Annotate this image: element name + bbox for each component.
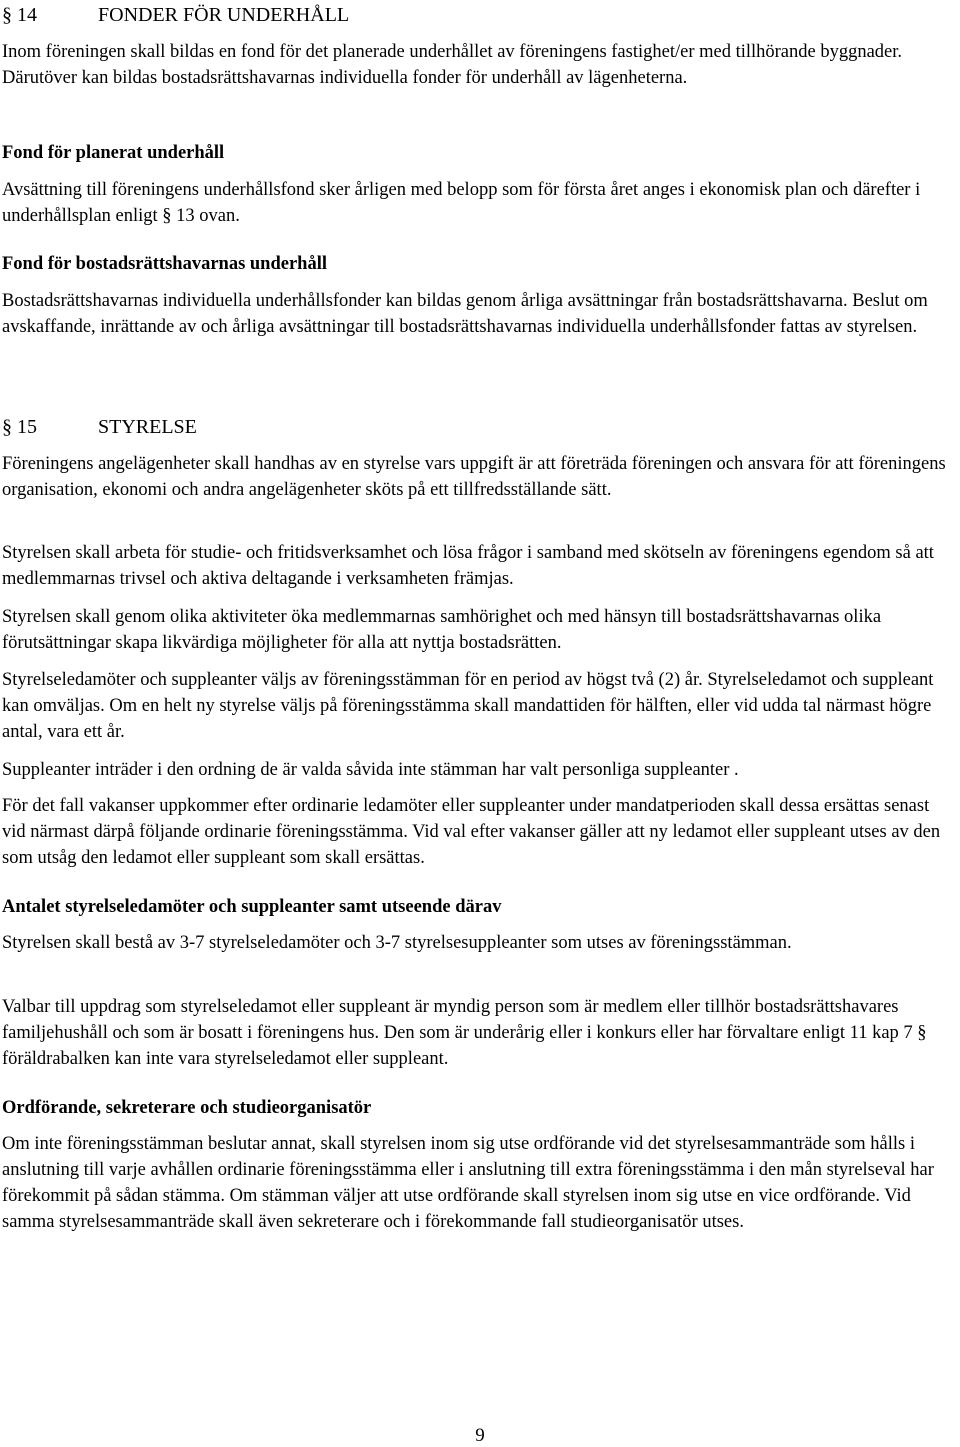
section-number: § 14: [2, 4, 37, 26]
subheading-chairman: Ordförande, sekreterare och studieorganisatör: [2, 1098, 372, 1118]
page-number: 9: [475, 1425, 485, 1446]
section-14-heading: [2, 2, 956, 28]
board-paragraph-2: Styrelsen skall arbeta för studie- och fritidsverksamhet och lösa frågor i samband med skötseln av föreningens egendom så att medlemmarnas trivsel och aktiva deltagande i verksamheten främjas.: [2, 543, 934, 589]
board-paragraph-9: Om inte föreningsstämman beslutar annat, skall styrelsen inom sig utse ordförande vid det styrelsesammanträde som hålls i anslutning till varje avhållen ordinarie föreningsstämma eller i anslutning till extra föreningsstämma i den mån styrelseval har förekommit på sådan stämma. Om stämman väljer att utse ordförande skall styrelsen inom sig utse en vice ordförande. Vid samma styrelsesammanträde skall även sekreterare och i förekommande fall studieorganisatör utses.: [2, 1134, 934, 1232]
section-15-heading: [2, 414, 956, 440]
board-paragraph-8: Valbar till uppdrag som styrelseledamot eller suppleant är myndig person som är medlem eller tillhör bostadsrättshavares familjehushåll och som är bosatt i föreningens hus. Den som är underårig eller i konkurs eller har förvaltare enligt 11 kap 7 § föräldrabalken kan inte vara styrelseledamot eller suppleant.: [2, 997, 927, 1069]
subheading-tenant-maintenance: Fond för bostadsrättshavarnas underhåll: [2, 254, 328, 274]
board-paragraph-7: Styrelsen skall bestå av 3-7 styrelseledamöter och 3-7 styrelsesuppleanter som utses av föreningsstämman.: [2, 933, 792, 953]
subheading-planned-maintenance: Fond för planerat underhåll: [2, 143, 225, 163]
section-title: STYRELSE: [98, 416, 197, 438]
tenant-maintenance-text: Bostadsrättshavarnas individuella underhållsfonder kan bildas genom årliga avsättningar från bostadsrättshavarna. Beslut om avskaffande, inrättande av och årliga avsättningar till bostadsrättshavarnas individuella underhållsfonder fattas av styrelsen.: [2, 291, 928, 337]
section-14-intro: Inom föreningen skall bildas en fond för det planerade underhållet av föreningens fastighet/er med tillhörande byggnader. Därutöver kan bildas bostadsrättshavarnas individuella fonder för underhåll av lägenheterna.: [2, 42, 903, 88]
board-paragraph-6: För det fall vakanser uppkommer efter ordinarie ledamöter eller suppleanter under mandatperioden skall dessa ersättas senast vid närmast därpå följande ordinarie föreningsstämma. Vid val efter vakanser gäller att ny ledamot eller suppleant utses av den som utsåg den ledamot eller suppleant som skall ersättas.: [2, 796, 941, 868]
planned-maintenance-text: Avsättning till föreningens underhållsfond sker årligen med belopp som för första året anges i ekonomisk plan och därefter i underhållsplan enligt § 13 ovan.: [2, 180, 921, 226]
section-number: § 15: [2, 416, 37, 438]
subheading-board-members: Antalet styrelseledamöter och suppleanter samt utseende därav: [2, 897, 502, 917]
board-paragraph-5: Suppleanter inträder i den ordning de är valda såvida inte stämman har valt personliga suppleanter .: [2, 760, 739, 780]
section-title: FONDER FÖR UNDERHÅLL: [98, 4, 350, 26]
board-paragraph-3: Styrelsen skall genom olika aktiviteter öka medlemmarnas samhörighet och med hänsyn till bostadsrättshavarnas olika förutsättningar skapa likvärdiga möjligheter för alla att nyttja bostadsrätten.: [2, 607, 882, 653]
board-paragraph-4: Styrelseledamöter och suppleanter väljs av föreningsstämman för en period av högst två (2) år. Styrelseledamot och suppleant kan omväljas. Om en helt ny styrelse väljs på föreningsstämma skall mandattiden för hälften, eller vid udda tal närmast högre antal, vara ett år.: [2, 670, 934, 742]
board-paragraph-1: Föreningens angelägenheter skall handhas av en styrelse vars uppgift är att företräda föreningen och ansvara för att föreningens organisation, ekonomi och andra angelägenheter sköts på ett tillfredsställande sätt.: [2, 454, 946, 500]
